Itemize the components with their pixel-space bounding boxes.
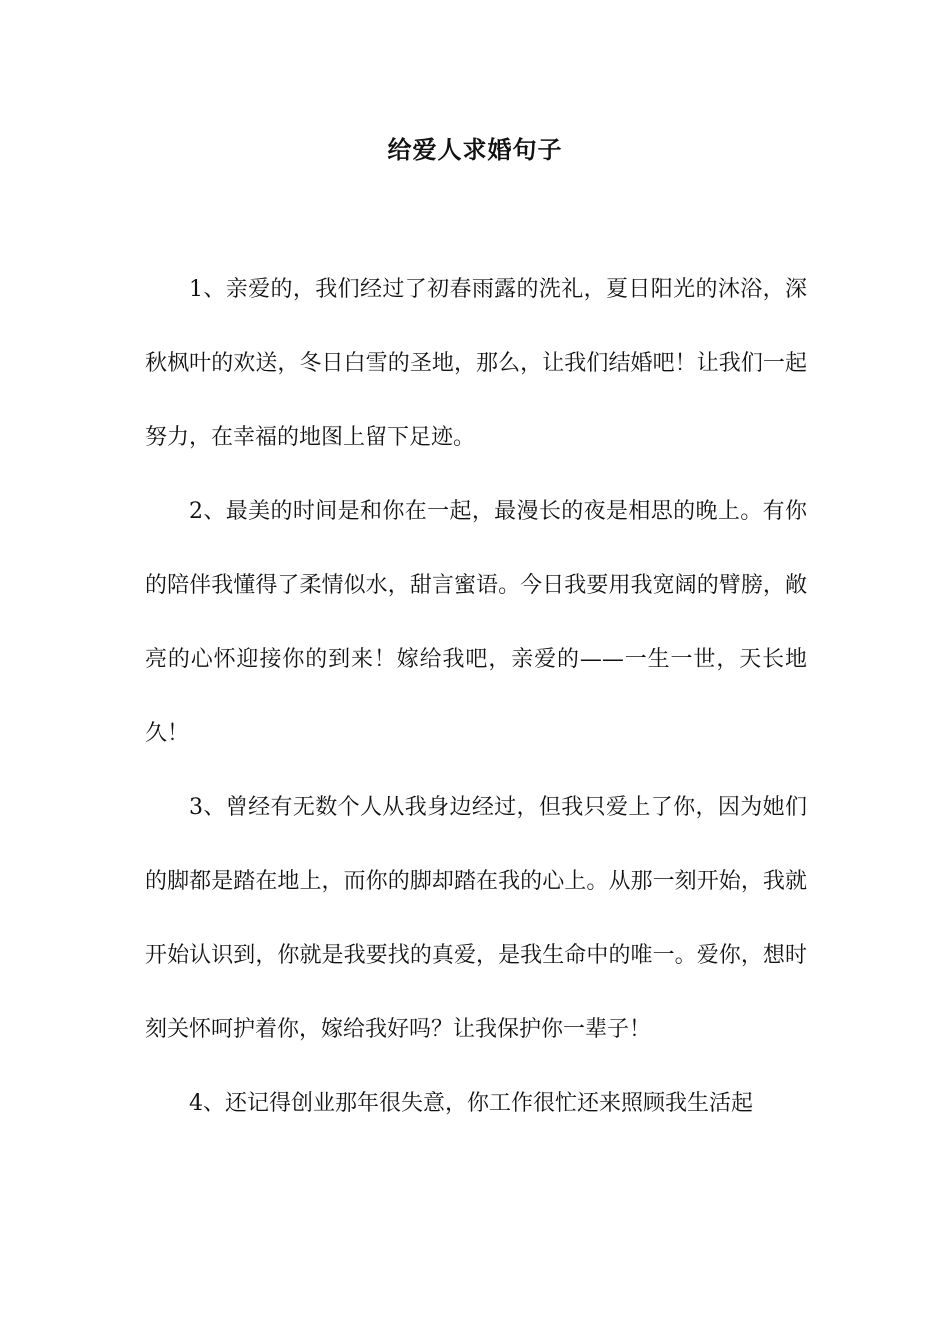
paragraph-3: 3、曾经有无数个人从我身边经过，但我只爱上了你，因为她们的脚都是踏在地上，而你的脚却踏在我的心上。从那一刻开始，我就开始认识到，你就是我要找的真爱，是我生命中的唯一。爱你，想时刻关怀呵护着你，嫁给我好吗？让我保护你一辈子！: [145, 795, 807, 1042]
document-body: [145, 253, 807, 1141]
paragraph-2: 2、最美的时间是和你在一起，最漫长的夜是相思的晚上。有你的陪伴我懂得了柔情似水，甜言蜜语。今日我要用我宽阔的臂膀，敞亮的心怀迎接你的到来！嫁给我吧，亲爱的——一生一世，天长地久！: [145, 499, 807, 746]
paragraph-4: 4、还记得创业那年很失意，你工作很忙还来照顾我生活起: [189, 1091, 753, 1116]
paragraph-1: 1、亲爱的，我们经过了初春雨露的洗礼，夏日阳光的沐浴，深秋枫叶的欢送，冬日白雪的圣地，那么，让我们结婚吧！让我们一起努力，在幸福的地图上留下足迹。: [145, 277, 807, 450]
document-title: 给爱人求婚句子: [387, 135, 563, 164]
